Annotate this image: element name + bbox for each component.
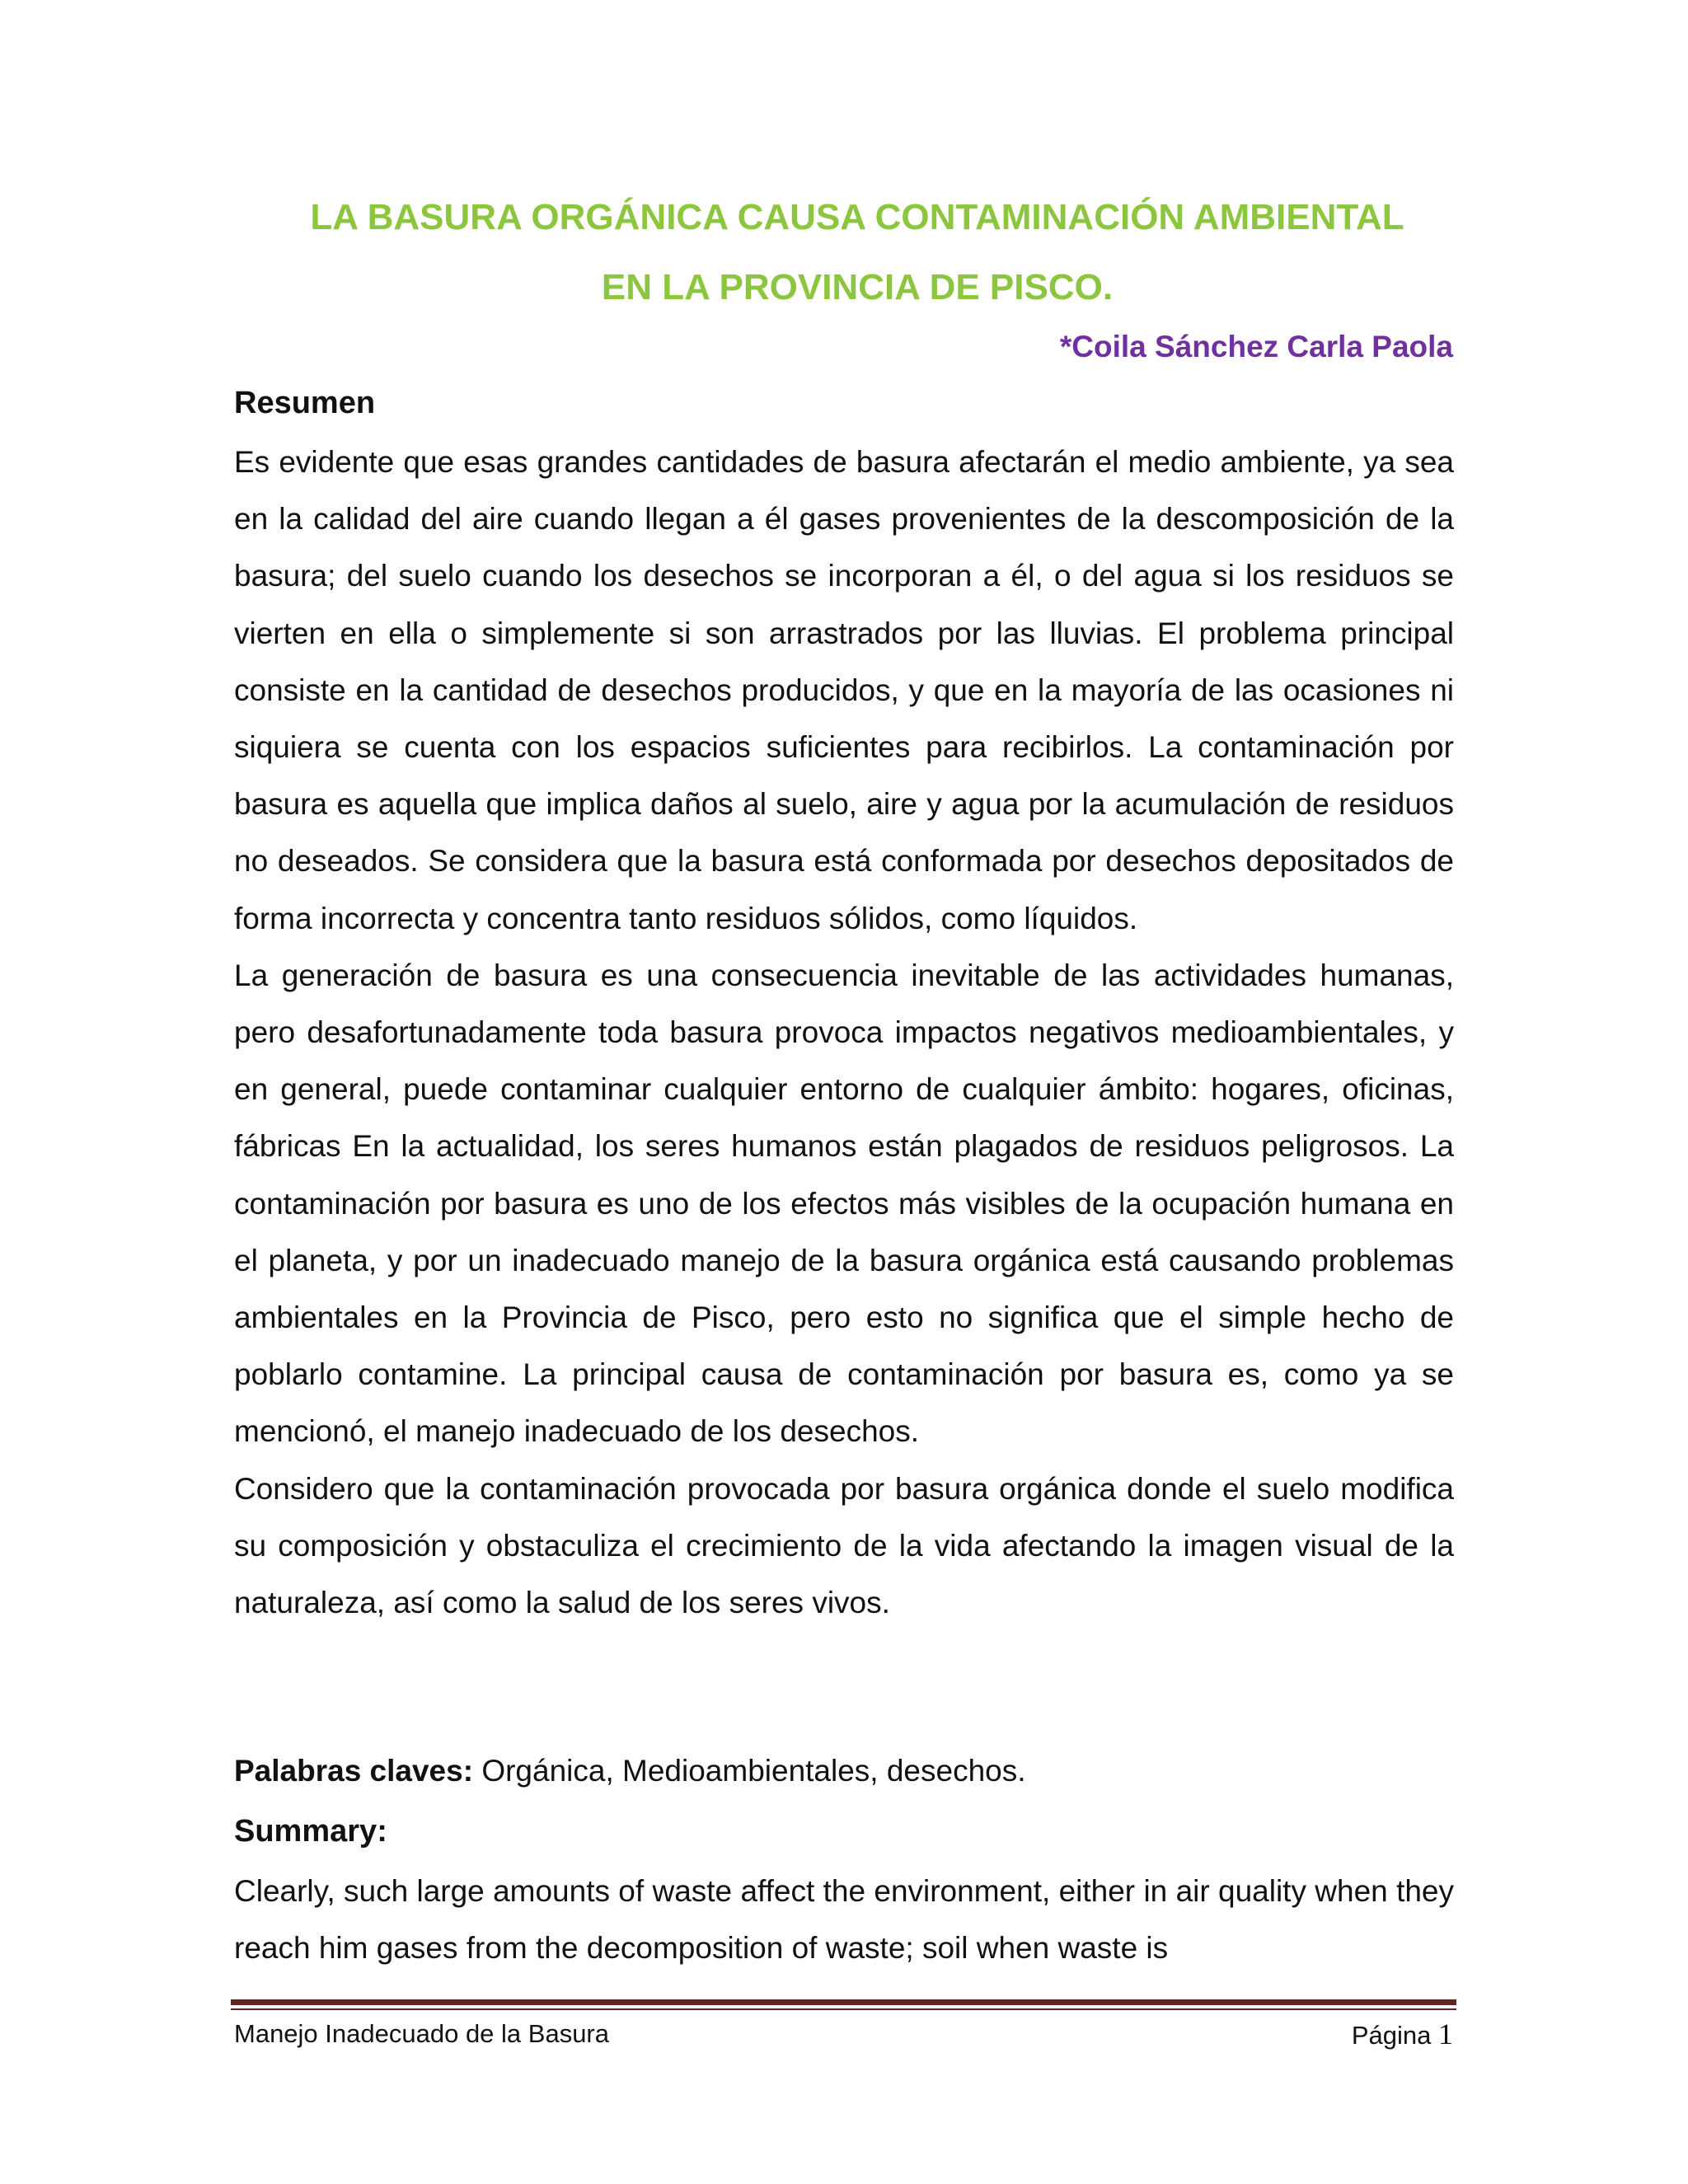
resumen-heading: Resumen: [234, 386, 376, 420]
document-title-line-2: EN LA PROVINCIA DE PISCO.: [601, 267, 1114, 307]
resumen-paragraph-1: Es evidente que esas grandes cantidades de basura afectarán el medio ambiente, ya sea en la calidad del aire cuando llegan a él gases provenientes de la descomposición de la basura; del suelo cuando los desechos se incorporan a él, o del agua si los residuos se vierten en ella o simplemente si son arrastrados por las lluvias. El problema principal consiste en la cantidad de desechos producidos, y que en la mayoría de las ocasiones ni siquiera se cuenta con los espacios suficientes para recibirlos. La contaminación por basura es aquella que implica daños al suelo, aire y agua por la acumulación de residuos no deseados. Se considera que la basura está conformada por desechos depositados de forma incorrecta y concentra tanto residuos sólidos, como líquidos.: [234, 445, 1454, 935]
footer-page-number: 1: [1438, 2018, 1453, 2050]
footer-page-label: Página: [1351, 2021, 1432, 2050]
keywords-text: Orgánica, Medioambientales, desechos.: [473, 1754, 1026, 1788]
footer-rule-thin: [231, 2008, 1456, 2010]
resumen-paragraph-3: Considero que la contaminación provocada por basura orgánica donde el suelo modifica su composición y obstaculiza el crecimiento de la vida afectando la imagen visual de la naturaleza, así como la salud de los seres vivos.: [234, 1471, 1454, 1620]
keywords-label: Palabras claves:: [234, 1754, 474, 1788]
summary-paragraph: Clearly, such large amounts of waste affect the environment, either in air quality when they reach him gases from the decomposition of waste; soil when waste is: [234, 1874, 1454, 1966]
footer-rule-thick: [231, 1999, 1456, 2005]
summary-body: [234, 1863, 1454, 1976]
resumen-body: [234, 434, 1454, 1631]
summary-heading: Summary:: [234, 1814, 387, 1849]
document-title-line-1: LA BASURA ORGÁNICA CAUSA CONTAMINACIÓN AMBIENTAL: [310, 197, 1404, 237]
keywords-line: [234, 1755, 1026, 1786]
author-name: *Coila Sánchez Carla Paola: [1059, 330, 1453, 363]
footer-page-indicator: [1352, 2019, 1453, 2049]
resumen-paragraph-2: La generación de basura es una consecuencia inevitable de las actividades humanas, pero desafortunadamente toda basura provoca impactos negativos medioambientales, y en general, puede contaminar cualquier entorno de cualquier ámbito: hogares, oficinas, fábricas En la actualidad, los seres humanos están plagados de residuos peligrosos. La contaminación por basura es uno de los efectos más visibles de la ocupación humana en el planeta, y por un inadecuado manejo de la basura orgánica está causando problemas ambientales en la Provincia de Pisco, pero esto no significa que el simple hecho de poblarlo contamine. La principal causa de contaminación por basura es, como ya se mencionó, el manejo inadecuado de los desechos.: [234, 958, 1454, 1449]
footer-document-name: Manejo Inadecuado de la Basura: [234, 2019, 609, 2048]
